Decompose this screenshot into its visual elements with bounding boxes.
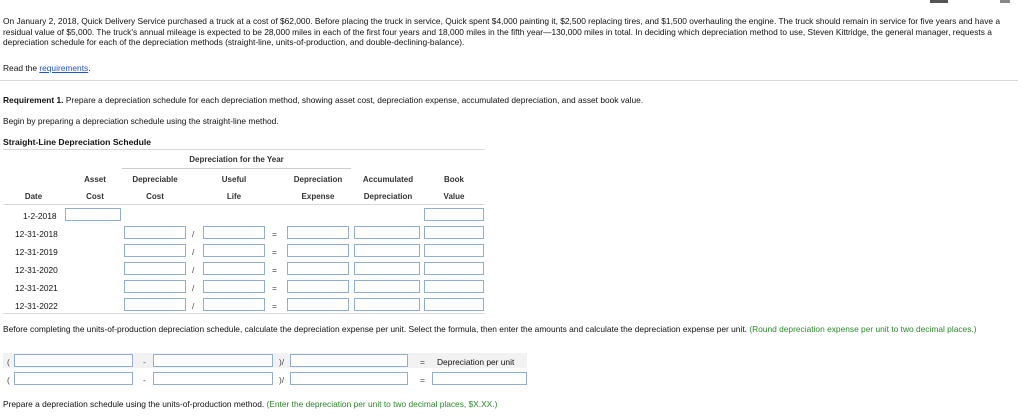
table-bottom-rule [3,313,485,314]
date-label: 12-31-2018 [15,229,58,239]
date-label: 1-2-2018 [23,211,57,221]
divide-sign: / [192,229,195,239]
amount-input-2[interactable] [153,372,273,385]
accumulated-depreciation-input[interactable] [354,298,420,311]
header-asset-cost-2: Cost [86,192,104,201]
equals-sign: = [272,283,277,293]
equals-sign: = [272,301,277,311]
header-depreciable-cost-1: Depreciable [132,175,178,184]
depreciation-expense-input[interactable] [287,244,349,257]
date-label: 12-31-2020 [15,265,58,275]
depreciation-expense-input[interactable] [287,298,349,311]
divide-sign: / [192,301,195,311]
date-label: 12-31-2022 [15,301,58,311]
settings-icon[interactable] [1000,0,1010,3]
accumulated-depreciation-input[interactable] [354,244,420,257]
read-requirements: Read the requirements. [3,63,91,73]
date-label: 12-31-2021 [15,283,58,293]
book-value-input[interactable] [424,298,484,311]
requirements-link[interactable]: requirements [39,63,89,73]
close-divide: )/ [279,375,285,385]
divide-sign: / [192,283,195,293]
header-useful-life-2: Life [226,192,242,201]
depreciation-per-unit-label: Depreciation per unit [437,357,515,367]
header-depreciable-cost-2: Cost [146,192,164,201]
header-date: Date [24,192,43,201]
useful-life-input[interactable] [203,226,265,239]
minus-sign: - [143,357,146,367]
header-useful-life-1: Useful [221,175,247,184]
header-rule [3,204,485,205]
book-value-input[interactable] [424,226,484,239]
problem-text: On January 2, 2018, Quick Delivery Service purchased a truck at a cost of $62,000. Before placing the truck in service, Quick spent $4,000 painting it, $2,500 replacing tires, and $1,500 overhauling the engine. The truck should remain in service for five years and have a residual value of $5,000. The truck's annual mileage is expected to be 28,000 miles in each of the first four years and 18,000 miles in the fifth year—130,000 miles in total. In deciding which depreciation method to use, Steven Kittridge, the general manager, requests a depreciation schedule for each of the depreciation methods (straight-line, units-of-production, and double-declining-balance). [3,16,1001,48]
depreciation-year-group: Depreciation for the Year [122,151,351,169]
equals-sign: = [272,247,277,257]
accumulated-depreciation-input[interactable] [354,226,420,239]
open-paren: ( [7,357,10,367]
depreciable-cost-input[interactable] [124,262,186,275]
header-book-value-2: Value [443,192,465,201]
equals-sign: = [272,229,277,239]
asset-cost-input[interactable] [65,208,121,221]
divide-sign: / [192,265,195,275]
schedule-title: Straight-Line Depreciation Schedule [3,137,152,147]
depreciable-cost-input[interactable] [124,280,186,293]
book-value-input[interactable] [424,262,484,275]
header-accumulated-depreciation-2: Depreciation [363,192,413,201]
amount-input-1[interactable] [14,372,133,385]
accumulated-depreciation-input[interactable] [354,280,420,293]
depreciation-per-unit-input[interactable] [432,372,527,385]
header-depreciation-expense-1: Depreciation [293,175,343,184]
close-divide: )/ [279,357,285,367]
divide-sign: / [192,247,195,257]
useful-life-input[interactable] [203,280,265,293]
useful-life-input[interactable] [203,244,265,257]
useful-life-input[interactable] [203,298,265,311]
equals-sign: = [420,357,425,367]
equals-sign: = [272,265,277,275]
formula-select-3[interactable] [290,354,408,367]
divider [0,80,1018,81]
depreciation-expense-input[interactable] [287,262,349,275]
book-value-input[interactable] [424,208,484,221]
requirement-1: Requirement 1. Prepare a depreciation schedule for each depreciation method, showing asset cost, depreciation expense, accumulated depreciation, and asset book value. [3,95,644,105]
header-asset-cost-1: Asset [84,175,106,184]
header-depreciation-expense-2: Expense [301,192,335,201]
open-paren: ( [7,375,10,385]
amount-input-3[interactable] [290,372,408,385]
formula-select-1[interactable] [14,354,133,367]
menu-icon[interactable] [930,0,948,3]
depreciation-expense-input[interactable] [287,226,349,239]
depreciable-cost-input[interactable] [124,244,186,257]
units-prepare: Prepare a depreciation schedule using the units-of-production method. (Enter the depreciation per unit to two decimal places, $X.XX.) [3,399,498,409]
book-value-input[interactable] [424,280,484,293]
useful-life-input[interactable] [203,262,265,275]
formula-select-2[interactable] [153,354,273,367]
table-top-rule [3,149,485,150]
units-intro: Before completing the units-of-production depreciation schedule, calculate the depreciation expense per unit. Select the formula, then enter the amounts and calculate the depreciation expense per unit. (Round depreciation expense per unit to two decimal places.) [3,324,977,334]
date-label: 12-31-2019 [15,247,58,257]
begin-instruction: Begin by preparing a depreciation schedule using the straight-line method. [3,116,279,126]
depreciation-expense-input[interactable] [287,280,349,293]
header-book-value-1: Book [444,175,464,184]
book-value-input[interactable] [424,244,484,257]
equals-sign: = [420,375,425,385]
depreciable-cost-input[interactable] [124,298,186,311]
accumulated-depreciation-input[interactable] [354,262,420,275]
depreciable-cost-input[interactable] [124,226,186,239]
minus-sign: - [143,375,146,385]
header-accumulated-depreciation-1: Accumulated [362,175,414,184]
